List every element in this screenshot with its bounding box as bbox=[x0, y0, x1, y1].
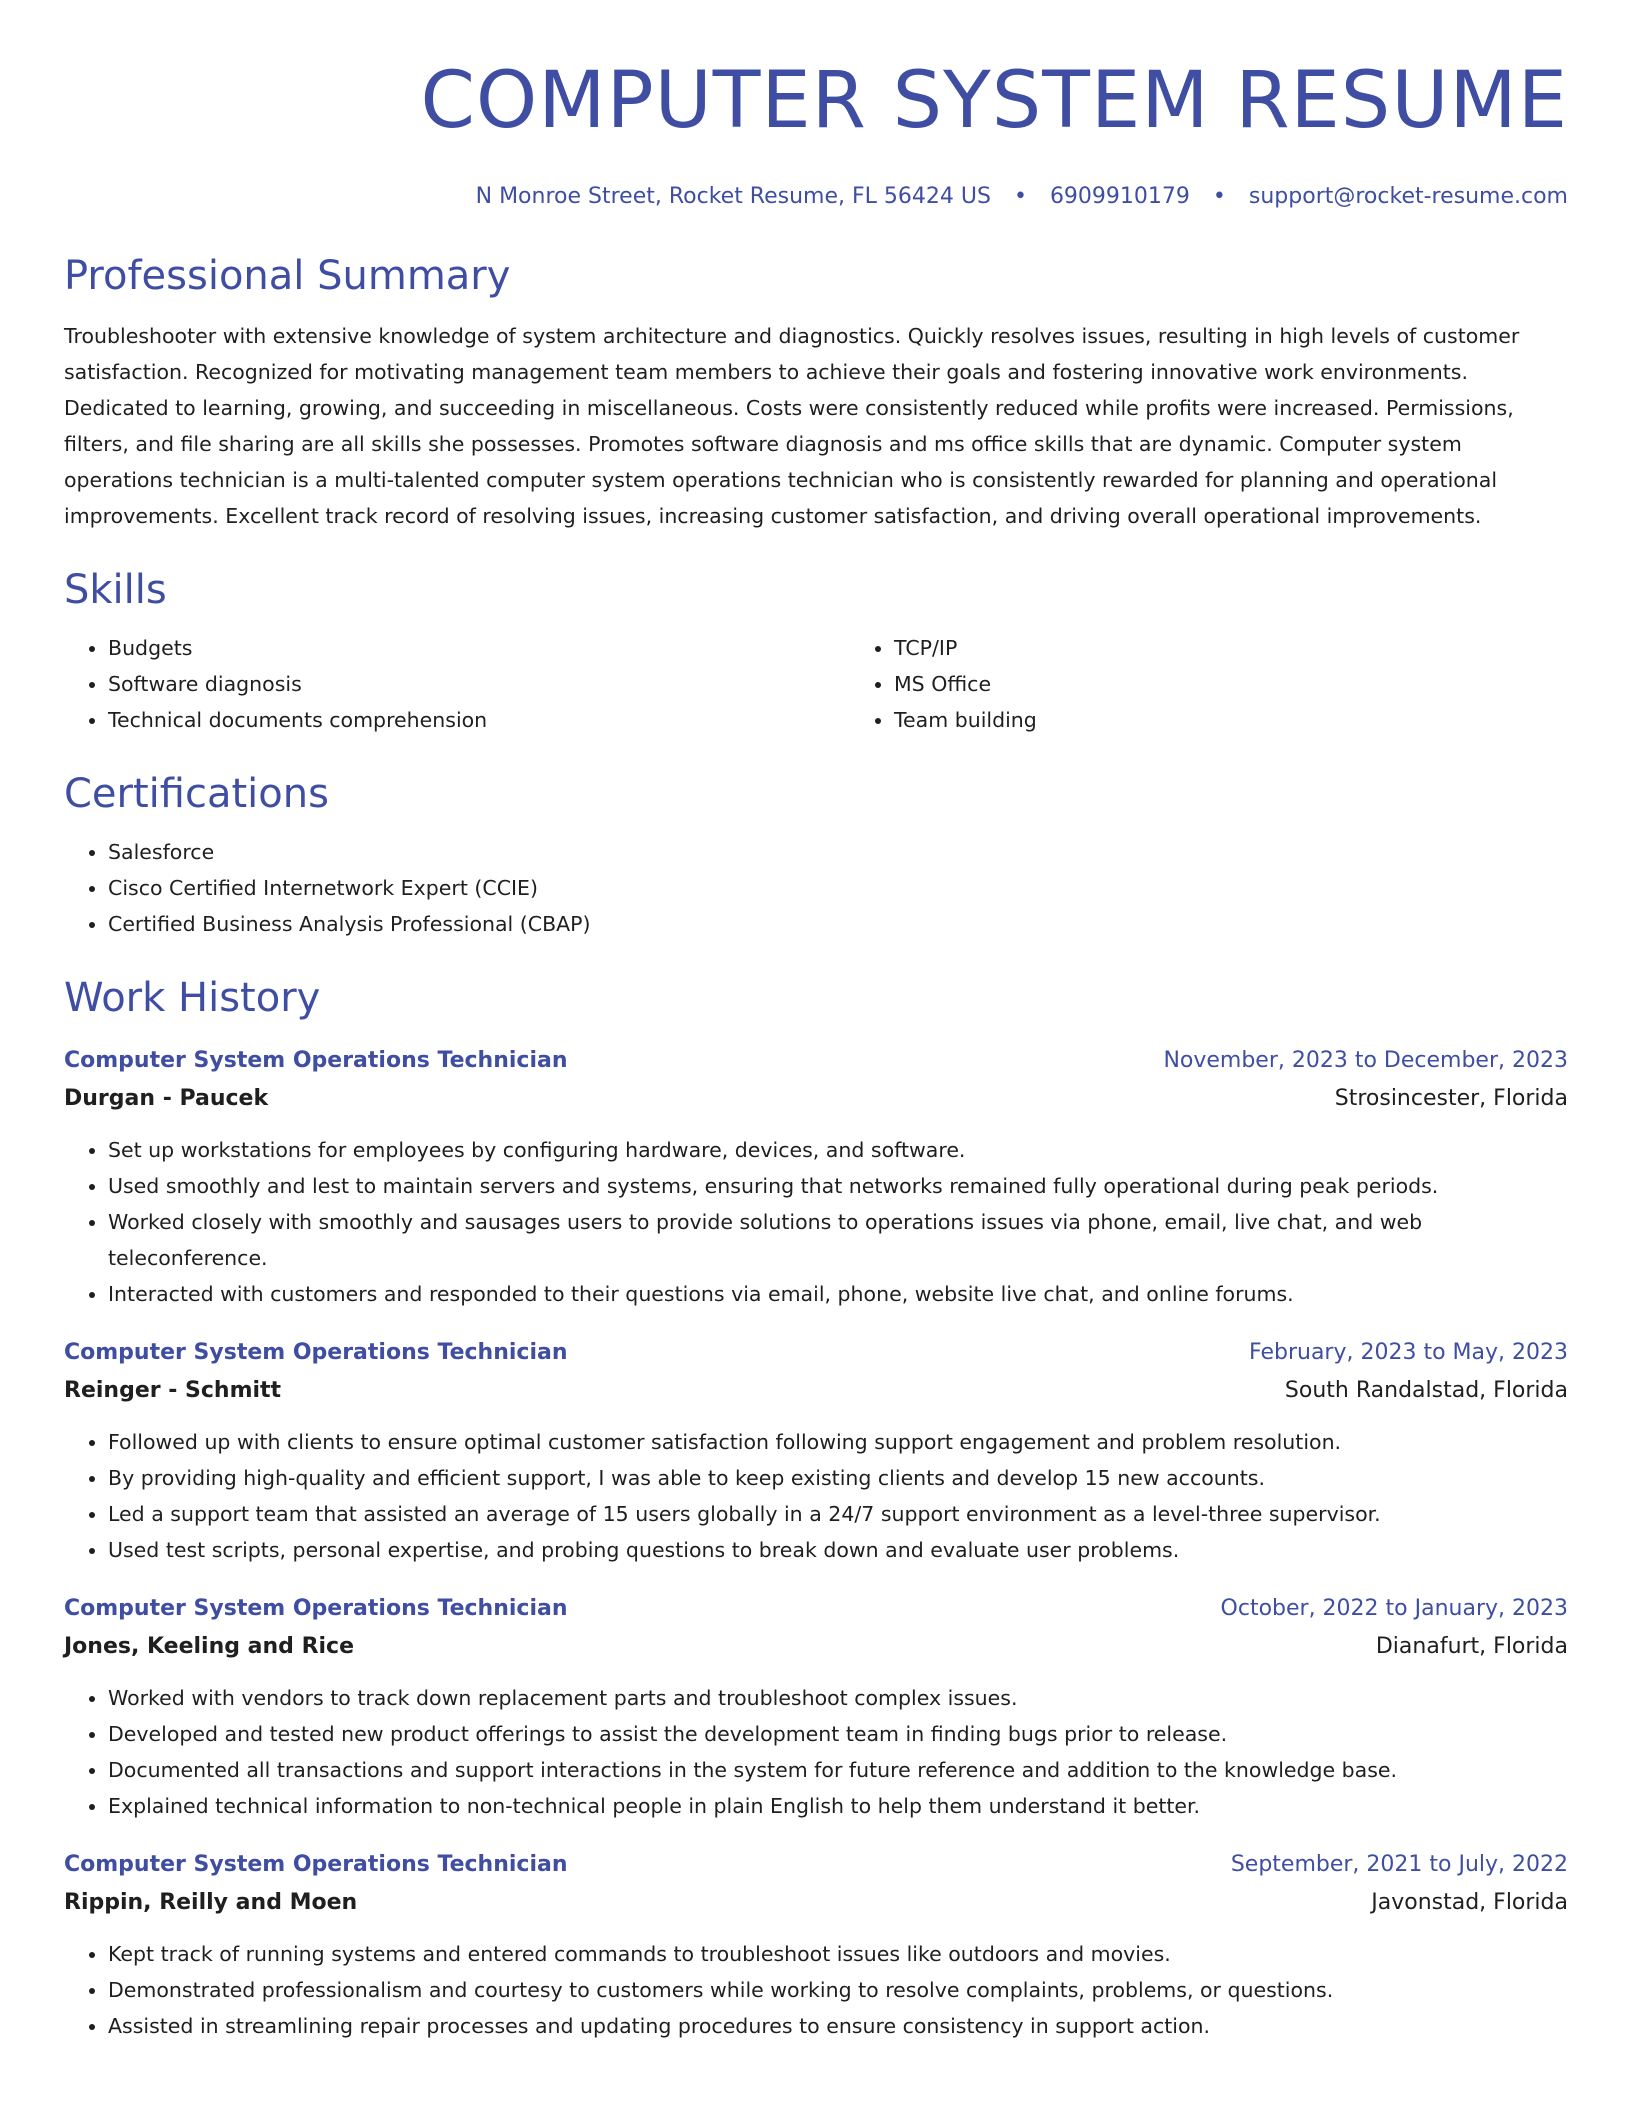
job-title: Computer System Operations Technician bbox=[64, 1048, 568, 1073]
job-title-row bbox=[64, 1042, 1568, 1080]
job-company: Durgan - Paucek bbox=[64, 1086, 269, 1111]
job-location: Javonstad, Florida bbox=[1371, 1890, 1568, 1915]
job-location: Dianafurt, Florida bbox=[1375, 1634, 1568, 1659]
summary-heading: Professional Summary bbox=[64, 253, 511, 299]
contact-separator: • bbox=[1212, 184, 1226, 209]
resume-title: COMPUTER SYSTEM RESUME bbox=[420, 56, 1568, 146]
job-duty: • Used test scripts, personal expertise, and probing questions to break down and evaluate user problems. bbox=[108, 1532, 1568, 1568]
job-company: Rippin, Reilly and Moen bbox=[64, 1890, 358, 1915]
skills-list-left bbox=[64, 630, 850, 738]
job-company-row bbox=[64, 1372, 1568, 1410]
skill-item: • Budgets bbox=[108, 630, 850, 666]
certifications-section bbox=[64, 768, 1568, 942]
job-duty: • Demonstrated professionalism and courtesy to customers while working to resolve complaints, problems, or questions. bbox=[108, 1972, 1568, 2008]
job-duty: • Assisted in streamlining repair processes and updating procedures to ensure consistency in support action. bbox=[108, 2008, 1568, 2044]
certification-item: • Salesforce bbox=[108, 834, 1568, 870]
skills-grid bbox=[64, 630, 1568, 738]
job-company: Jones, Keeling and Rice bbox=[64, 1634, 355, 1659]
work-history-section bbox=[64, 972, 1568, 2044]
skill-item: • MS Office bbox=[894, 666, 1632, 702]
job-duties-list bbox=[64, 1424, 1568, 1568]
job-title-row bbox=[64, 1846, 1568, 1884]
job-duty: • Set up workstations for employees by configuring hardware, devices, and software. bbox=[108, 1132, 1568, 1168]
job-duty: • Documented all transactions and support interactions in the system for future reference and addition to the knowledge base. bbox=[108, 1752, 1568, 1788]
summary-text: Troubleshooter with extensive knowledge of system architecture and diagnostics. Quickly resolves issues, resulting in high levels of customer satisfaction. Recognized for motivating management team members to achieve their goals and fostering innovative work environments. Dedicated to learning, growing, and succeeding in miscellaneous. Costs were consistently reduced while profits were increased. Permissions, filters, and file sharing are all skills she possesses. Promotes software diagnosis and ms office skills that are dynamic. Computer system operations technician is a multi-talented computer system operations technician who is consistently rewarded for planning and operational improvements. Excellent track record of resolving issues, increasing customer satisfaction, and driving overall operational improvements. bbox=[64, 324, 1520, 528]
job-duty: • Developed and tested new product offerings to assist the development team in finding bugs prior to release. bbox=[108, 1716, 1568, 1752]
certification-item: • Cisco Certified Internetwork Expert (CCIE) bbox=[108, 870, 1568, 906]
job-dates: November, 2023 to December, 2023 bbox=[1163, 1048, 1568, 1073]
job-company-row bbox=[64, 1080, 1568, 1118]
certifications-list bbox=[64, 834, 1568, 942]
skill-item: • Technical documents comprehension bbox=[108, 702, 850, 738]
skills-heading: Skills bbox=[64, 567, 167, 613]
skills-section bbox=[64, 564, 1568, 738]
job-company-row bbox=[64, 1628, 1568, 1666]
job-location: Strosincester, Florida bbox=[1334, 1086, 1568, 1111]
job-title-row bbox=[64, 1590, 1568, 1628]
job-duty: • Worked with vendors to track down replacement parts and troubleshoot complex issues. bbox=[108, 1680, 1568, 1716]
job-company-row bbox=[64, 1884, 1568, 1922]
job-title: Computer System Operations Technician bbox=[64, 1340, 568, 1365]
resume-header bbox=[64, 0, 1568, 214]
work-history-heading: Work History bbox=[64, 975, 321, 1021]
contact-line bbox=[64, 180, 1568, 214]
job-location: South Randalstad, Florida bbox=[1284, 1378, 1568, 1403]
job-entry bbox=[64, 1590, 1568, 1824]
contact-phone: 6909910179 bbox=[1049, 184, 1190, 209]
job-duties-list bbox=[64, 1936, 1568, 2044]
contact-separator: • bbox=[1013, 184, 1027, 209]
contact-address: N Monroe Street, Rocket Resume, FL 56424 US bbox=[475, 184, 991, 209]
contact-email: support@rocket-resume.com bbox=[1248, 184, 1568, 209]
job-title: Computer System Operations Technician bbox=[64, 1852, 568, 1877]
summary-section bbox=[64, 250, 1568, 534]
job-duty: • Kept track of running systems and entered commands to troubleshoot issues like outdoors and movies. bbox=[108, 1936, 1568, 1972]
skill-item: • Team building bbox=[894, 702, 1632, 738]
job-dates: October, 2022 to January, 2023 bbox=[1220, 1596, 1568, 1621]
skill-item: • TCP/IP bbox=[894, 630, 1632, 666]
job-duty: • Explained technical information to non-technical people in plain English to help them understand it better. bbox=[108, 1788, 1568, 1824]
job-dates: February, 2023 to May, 2023 bbox=[1249, 1340, 1568, 1365]
certifications-heading: Certifications bbox=[64, 771, 329, 817]
job-duty: • Followed up with clients to ensure optimal customer satisfaction following support engagement and problem resolution. bbox=[108, 1424, 1568, 1460]
job-duty: • Interacted with customers and responded to their questions via email, phone, website live chat, and online forums. bbox=[108, 1276, 1568, 1312]
skills-list-right bbox=[850, 630, 1632, 738]
job-duty: • Worked closely with smoothly and sausages users to provide solutions to operations issues via phone, email, live chat, and web teleconference. bbox=[108, 1204, 1568, 1276]
job-entry bbox=[64, 1042, 1568, 1312]
job-entry bbox=[64, 1846, 1568, 2044]
skill-item: • Software diagnosis bbox=[108, 666, 850, 702]
job-title: Computer System Operations Technician bbox=[64, 1596, 568, 1621]
job-entry bbox=[64, 1334, 1568, 1568]
certification-item: • Certified Business Analysis Professional (CBAP) bbox=[108, 906, 1568, 942]
job-dates: September, 2021 to July, 2022 bbox=[1230, 1852, 1568, 1877]
job-duty: • Led a support team that assisted an average of 15 users globally in a 24/7 support environment as a level-three supervisor. bbox=[108, 1496, 1568, 1532]
job-duties-list bbox=[64, 1132, 1568, 1312]
job-duty: • Used smoothly and lest to maintain servers and systems, ensuring that networks remained fully operational during peak periods. bbox=[108, 1168, 1568, 1204]
job-company: Reinger - Schmitt bbox=[64, 1378, 282, 1403]
job-title-row bbox=[64, 1334, 1568, 1372]
job-duty: • By providing high-quality and efficient support, I was able to keep existing clients and develop 15 new accounts. bbox=[108, 1460, 1568, 1496]
job-duties-list bbox=[64, 1680, 1568, 1824]
